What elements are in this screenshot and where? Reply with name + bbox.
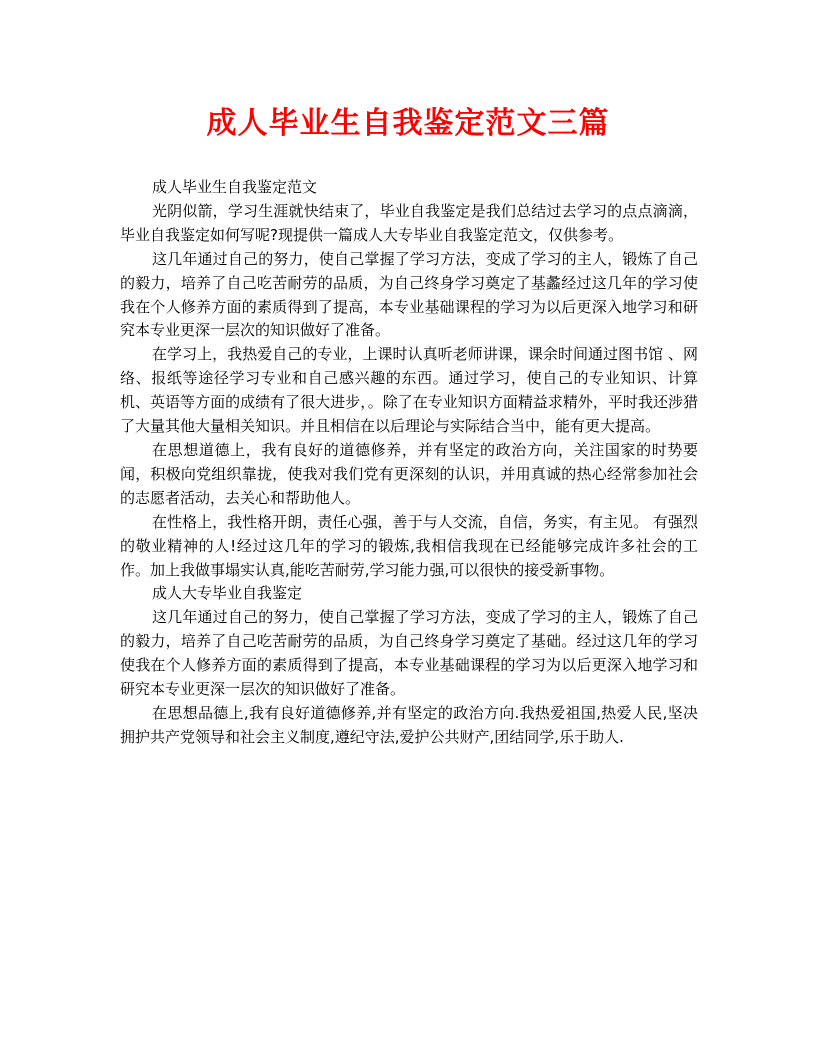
section-heading: 成人大专毕业自我鉴定 xyxy=(152,584,303,603)
paragraph: 在思想品德上,我有良好道德修养,并有坚定的政治方向.我热爱祖国,热爱人民,坚决拥护共产党领导和社会主义制度,遵纪守法,爱护公共财产,团结同学,乐于助人. xyxy=(120,703,698,746)
document-body xyxy=(120,176,698,750)
paragraph: 在性格上，我性格开朗，责任心强，善于与人交流，自信，务实，有主见。 有强烈的敬业精神的人!经过这几年的学习的锻炼,我相信我现在已经能够完成许多社会的工作。加上我做事塌实认真,能吃苦耐劳,学习能力强,可以很快的接受新事物。 xyxy=(120,512,698,579)
section-heading: 成人毕业生自我鉴定范文 xyxy=(152,178,318,196)
paragraph: 在思想道德上，我有良好的道德修养，并有坚定的政治方向，关注国家的时势要闻，积极向党组织靠拢，使我对我们党有更深刻的认识，并用真诚的热心经常参加社会的志愿者活动，去关心和帮助他人。 xyxy=(120,440,698,507)
paragraph: 在学习上，我热爱自己的专业，上课时认真听老师讲课，课余时间通过图书馆 、网络、报纸等途径学习专业和自己感兴趣的东西。通过学习，使自己的专业知识、计算机、英语等方面的成绩有了很大进步，。除了在专业知识方面精益求精外，平时我还涉猎了大量其他大量相关知识。并且相信在以后理论与实际结合当中，能有更大提高。 xyxy=(120,345,698,436)
paragraph: 这几年通过自己的努力，使自己掌握了学习方法，变成了学习的主人，锻炼了自己的毅力，培养了自己吃苦耐劳的品质，为自己终身学习奠定了基础。经过这几年的学习使我在个人修养方面的素质得到了提高，本专业基础课程的学习为以后更深入地学习和研究本专业更深一层次的知识做好了准备。 xyxy=(120,608,698,699)
paragraph: 这几年通过自己的努力，使自己掌握了学习方法，变成了学习的主人，锻炼了自己的毅力，培养了自己吃苦耐劳的品质，为自己终身学习奠定了基蠡经过这几年的学习使我在个人修养方面的素质得到了提高，本专业基础课程的学习为以后更深入地学习和研究本专业更深一层次的知识做好了准备。 xyxy=(120,249,698,340)
paragraph: 光阴似箭，学习生涯就快结束了，毕业自我鉴定是我们总结过去学习的点点滴滴，毕业自我鉴定如何写呢?现提供一篇成人大专毕业自我鉴定范文，仅供参考。 xyxy=(120,201,698,244)
document-title: 成人毕业生自我鉴定范文三篇 xyxy=(206,106,610,141)
